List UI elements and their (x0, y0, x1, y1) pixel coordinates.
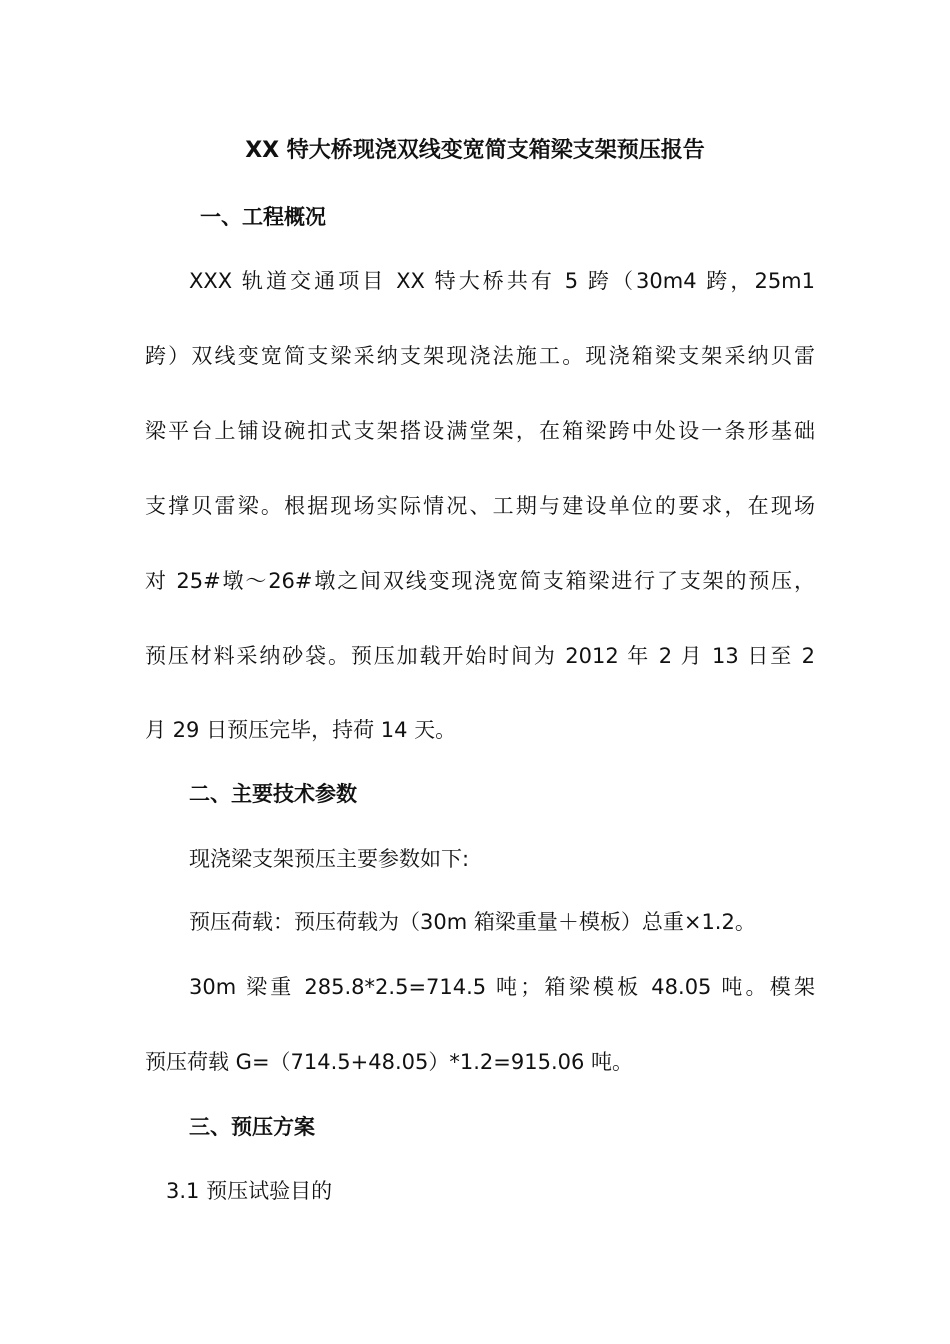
parameters-intro: 现浇梁支架预压主要参数如下: (189, 847, 470, 871)
document-title: XX 特大桥现浇双线变宽简支箱梁支架预压报告 (245, 138, 705, 163)
paragraph-line: 预压材料采纳砂袋。预压加载开始时间为 2012 年 2 月 13 日至 2 (145, 644, 815, 668)
section-heading-plan: 三、预压方案 (189, 1115, 315, 1139)
paragraph-line: 跨）双线变宽简支梁采纳支架现浇法施工。现浇箱梁支架采纳贝雷 (145, 344, 815, 368)
paragraph-line: 梁平台上铺设碗扣式支架搭设满堂架，在箱梁跨中处设一条形基础 (145, 419, 815, 443)
paragraph-line: 对 25#墩～26#墩之间双线变现浇宽简支箱梁进行了支架的预压， (145, 569, 815, 593)
preload-load-line: 预压荷载：预压荷载为（30m 箱梁重量＋模板）总重×1.2。 (189, 910, 756, 934)
section-heading-parameters: 二、主要技术参数 (189, 782, 357, 806)
paragraph-line: XXX 轨道交通项目 XX 特大桥共有 5 跨（30m4 跨，25m1 (189, 269, 815, 293)
paragraph-line: 支撑贝雷梁。根据现场实际情况、工期与建设单位的要求，在现场 (145, 494, 815, 518)
paragraph-line: 月 29 日预压完毕，持荷 14 天。 (145, 718, 457, 742)
weight-line: 30m 梁重 285.8*2.5=714.5 吨；箱梁模板 48.05 吨。模架 (189, 975, 815, 999)
subsection-heading: 3.1 预压试验目的 (166, 1179, 333, 1203)
section-heading-overview: 一、工程概况 (200, 205, 326, 229)
weight-line: 预压荷载 G=（714.5+48.05）*1.2=915.06 吨。 (145, 1050, 634, 1074)
